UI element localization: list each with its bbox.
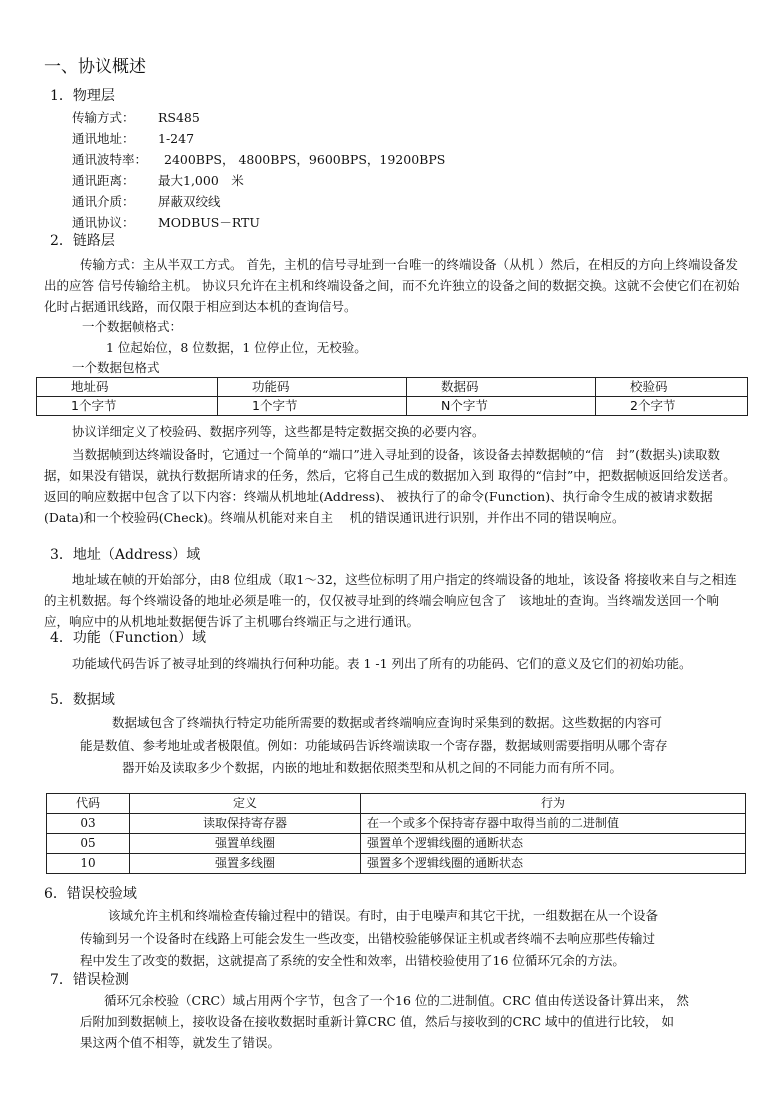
spec-key: 通讯协议： bbox=[72, 215, 135, 230]
protocol-note: 协议详细定义了校验码、数据序列等，这些都是特定数据交换的必要内容。 bbox=[72, 424, 485, 439]
table-header-row bbox=[47, 794, 746, 814]
table-cell: 强置多线圈 bbox=[130, 854, 361, 874]
section-2-heading: 2．链路层 bbox=[50, 233, 115, 249]
packet-format-label: 一个数据包格式 bbox=[72, 360, 160, 375]
spec-row bbox=[72, 194, 221, 210]
table-row bbox=[47, 854, 746, 874]
spec-key: 通讯地址： bbox=[72, 131, 135, 146]
spec-value: 2400BPS， 4800BPS，9600BPS，19200BPS bbox=[164, 152, 446, 167]
frame-format-desc: 1 位起始位，8 位数据，1 位停止位，无校验。 bbox=[106, 340, 367, 355]
table-cell: 2个字节 bbox=[596, 397, 748, 416]
table-cell: 1个字节 bbox=[37, 397, 218, 416]
spec-row bbox=[72, 131, 194, 147]
packet-format-table bbox=[36, 377, 748, 416]
spec-key: 通讯波特率： bbox=[72, 152, 148, 167]
crc-line: 果这两个值不相等，就发生了错误。 bbox=[80, 1035, 281, 1050]
section-4-heading: 4．功能（Function）域 bbox=[50, 630, 207, 646]
table-cell: 在一个或多个保持寄存器中取得当前的二进制值 bbox=[361, 814, 746, 834]
table-row bbox=[47, 834, 746, 854]
table-cell: 读取保持寄存器 bbox=[130, 814, 361, 834]
address-paragraph: 地址域在帧的开始部分，由8 位组成（取1～32，这些位标明了用户指定的终端设备的地址，该设备 将接收来自与之相连的主机数据。每个终端设备的地址必须是唯一的，仅仅被寻址到的终端会响应包含了 该地址的查询。当终端发送回一个响应，响应中的从机地址数据便告诉了主机哪台终端正与之进行通讯。 bbox=[44, 572, 737, 629]
table-cell: 03 bbox=[47, 814, 130, 834]
table-header-cell: 定义 bbox=[130, 794, 361, 814]
table-header-cell: 校验码 bbox=[596, 378, 748, 397]
data-field-line: 能是数值、参考地址或者极限值。例如：功能域码告诉终端读取一个寄存器，数据域则需要指明从哪个寄存 bbox=[80, 738, 668, 753]
section-6-heading: 6．错误校验域 bbox=[44, 886, 137, 902]
table-header-cell: 地址码 bbox=[37, 378, 218, 397]
spec-value: 1-247 bbox=[158, 131, 195, 146]
table-row bbox=[37, 397, 748, 416]
spec-row bbox=[72, 110, 200, 126]
section-3-heading: 3．地址（Address）域 bbox=[50, 547, 201, 563]
spec-value: 屏蔽双绞线 bbox=[158, 194, 221, 209]
spec-key: 通讯距离： bbox=[72, 173, 135, 188]
spec-key: 传输方式： bbox=[72, 110, 135, 125]
data-field-line: 器开始及读取多少个数据，内嵌的地址和数据依照类型和从机之间的不同能力而有所不同。 bbox=[122, 760, 623, 775]
spec-value: 最大1,000 米 bbox=[158, 173, 244, 188]
error-check-line: 该域允许主机和终端检查传输过程中的错误。有时，由于电噪声和其它干扰，一组数据在从一个设备 bbox=[108, 908, 659, 923]
error-check-line: 程中发生了改变的数据，这就提高了系统的安全性和效率，出错校验使用了16 位循环冗余的方法。 bbox=[80, 953, 625, 968]
section-1-heading: 1．物理层 bbox=[50, 88, 115, 104]
table-header-cell: 功能码 bbox=[218, 378, 407, 397]
crc-line: 后附加到数据帧上，接收设备在接收数据时重新计算CRC 值，然后与接收到的CRC 域中的值进行比较， 如 bbox=[80, 1014, 675, 1029]
table-cell: 强置多个逻辑线圈的通断状态 bbox=[361, 854, 746, 874]
table-cell: 强置单线圈 bbox=[130, 834, 361, 854]
function-code-table bbox=[46, 793, 746, 874]
spec-value: MODBUS－RTU bbox=[158, 215, 260, 230]
spec-row bbox=[72, 173, 244, 189]
data-field-line: 数据域包含了终端执行特定功能所需要的数据或者终端响应查询时采集到的数据。这些数据的内容可 bbox=[112, 715, 663, 730]
crc-line: 循环冗余校验（CRC）域占用两个字节，包含了一个16 位的二进制值。CRC 值由传送设备计算出来， 然 bbox=[104, 993, 689, 1008]
spec-row bbox=[72, 215, 260, 231]
table-header-row bbox=[37, 378, 748, 397]
table-header-cell: 代码 bbox=[47, 794, 130, 814]
table-cell: 1个字节 bbox=[218, 397, 407, 416]
spec-row bbox=[72, 152, 445, 168]
section-7-heading: 7．错误检测 bbox=[50, 972, 129, 988]
section-5-heading: 5．数据域 bbox=[50, 692, 115, 708]
table-cell: 05 bbox=[47, 834, 130, 854]
data-frame-paragraph: 当数据帧到达终端设备时，它通过一个简单的“端口”进入寻址到的设备，该设备去掉数据帧的“信 封”(数据头)读取数据，如果没有错误，就执行数据所请求的任务，然后，它将自己生成的数据加入到 取得的“信封”中，把数据帧返回给发送者。返回的响应数据中包含了以下内容：终端从机地址(Address)、 被执行了的命令(Function)、执行命令生成的被请求数据(Data)和一个校验码(Check)。终端从机能对来自主 机的错误通讯进行识别，并作出不同的错误响应。 bbox=[44, 447, 736, 525]
table-cell: 10 bbox=[47, 854, 130, 874]
page-title: 一、协议概述 bbox=[44, 57, 146, 77]
table-cell: N个字节 bbox=[407, 397, 596, 416]
table-header-cell: 数据码 bbox=[407, 378, 596, 397]
spec-key: 通讯介质： bbox=[72, 194, 135, 209]
table-cell: 强置单个逻辑线圈的通断状态 bbox=[361, 834, 746, 854]
link-layer-paragraph: 传输方式：主从半双工方式。 首先，主机的信号寻址到一台唯一的终端设备（从机 ）然后，在相反的方向上终端设备发出的应答 信号传输给主机。 协议只允许在主机和终端设备之间，而不允许独立的设备之间的数据交换。这就不会使它们在初始化时占据通讯线路，而仅限于相应到达本机的查询信号。 bbox=[44, 257, 740, 314]
frame-format-label: 一个数据帧格式： bbox=[82, 319, 183, 334]
table-row bbox=[47, 814, 746, 834]
spec-value: RS485 bbox=[158, 110, 200, 125]
table-header-cell: 行为 bbox=[361, 794, 746, 814]
function-paragraph: 功能域代码告诉了被寻址到的终端执行何种功能。表 1 -1 列出了所有的功能码、它们的意义及它们的初始功能。 bbox=[72, 656, 692, 671]
error-check-line: 传输到另一个设备时在线路上可能会发生一些改变，出错校验能够保证主机或者终端不去响应那些传输过 bbox=[80, 931, 656, 946]
